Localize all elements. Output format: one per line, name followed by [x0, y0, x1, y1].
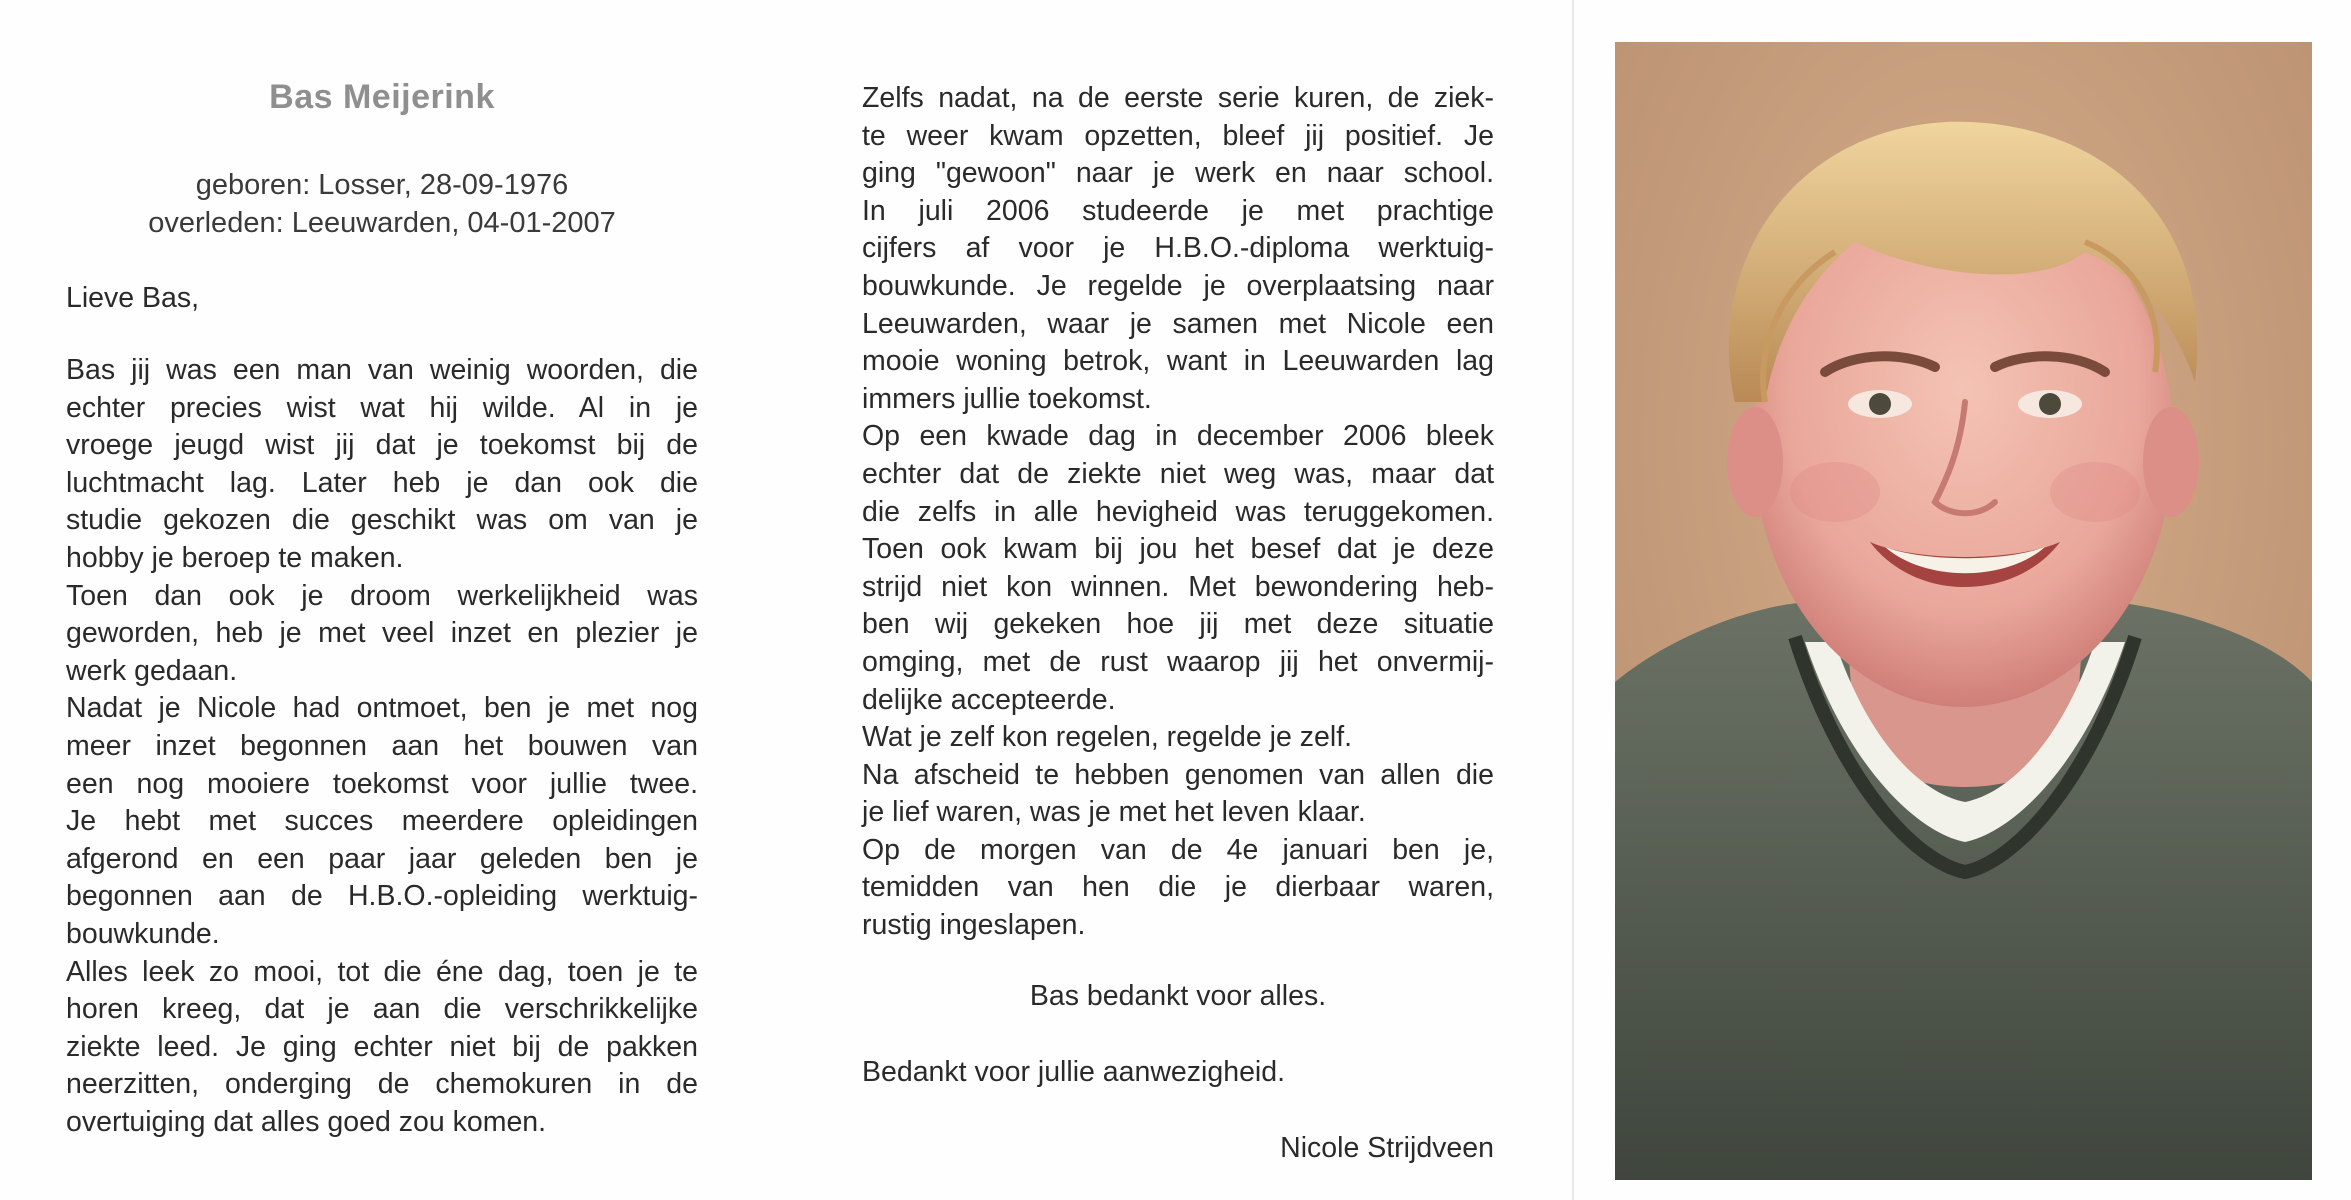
card-fold-line	[1572, 0, 1574, 1200]
text-line: luchtmacht lag. Later heb je dan ook die	[66, 466, 698, 499]
left-text-block	[66, 352, 698, 1141]
text-line: Leeuwarden, waar je samen met Nicole een	[862, 307, 1494, 340]
text-line: omging, met de rust waarop jij het onvermij-	[862, 645, 1494, 678]
text-line: bouwkunde. Je regelde je overplaatsing naar	[862, 269, 1494, 302]
text-line: studie gekozen die geschikt was om van je	[66, 504, 698, 537]
text-line: overtuiging dat alles goed zou komen.	[66, 1105, 547, 1138]
text-line: mooie woning betrok, want in Leeuwarden lag	[862, 345, 1494, 378]
text-line: begonnen aan de H.B.O.-opleiding werktuig-	[66, 880, 698, 913]
text-line: cijfers af voor je H.B.O.-diploma werktuig-	[862, 232, 1494, 265]
text-line: strijd niet kon winnen. Met bewondering heb-	[862, 570, 1494, 603]
deceased-name: Bas Meijerink	[269, 78, 495, 116]
text-line: immers jullie toekomst.	[862, 382, 1152, 415]
text-line: echter dat de ziekte niet weg was, maar dat	[862, 457, 1494, 490]
salutation: Lieve Bas,	[66, 282, 200, 314]
text-line: je lief waren, was je met het leven klaar.	[862, 796, 1366, 829]
text-line: meer inzet begonnen aan het bouwen van	[66, 729, 698, 762]
text-line: Wat je zelf kon regelen, regelde je zelf.	[862, 721, 1353, 754]
text-line: ziekte leed. Je ging echter niet bij de pakken	[66, 1030, 698, 1063]
text-line: Na afscheid te hebben genomen van allen die	[862, 758, 1494, 791]
text-line: te weer kwam opzetten, bleef jij positief. Je	[862, 119, 1494, 152]
text-line: vroege jeugd wist jij dat je toekomst bij de	[66, 429, 698, 462]
text-line: Zelfs nadat, na de eerste serie kuren, de ziek-	[862, 82, 1494, 114]
text-line: Nadat je Nicole had ontmoet, ben je met nog	[66, 692, 698, 725]
text-line: Je hebt met succes meerdere opleidingen	[66, 805, 698, 838]
text-line: horen kreeg, dat je aan die verschrikkelijke	[66, 993, 698, 1026]
text-line: delijke accepteerde.	[862, 683, 1116, 716]
text-line: geworden, heb je met veel inzet en plezier je	[66, 617, 698, 650]
text-line: Toen dan ook je droom werkelijkheid was	[66, 579, 698, 612]
life-dates	[66, 166, 698, 242]
text-line: Toen ook kwam bij jou het besef dat je deze	[862, 533, 1494, 566]
presence-line: Bedankt voor jullie aanwezigheid.	[862, 1056, 1286, 1088]
portrait-photo	[1615, 42, 2312, 1180]
text-line: hobby je beroep te maken.	[66, 541, 404, 574]
text-line: echter precies wist wat hij wilde. Al in je	[66, 391, 698, 424]
text-line: werk gedaan.	[66, 654, 238, 687]
text-line: afgerond en een paar jaar geleden ben je	[66, 842, 698, 875]
text-line: temidden van hen die je dierbaar waren,	[862, 871, 1494, 904]
text-line: Op de morgen van de 4e januari ben je,	[862, 833, 1494, 866]
text-line: Op een kwade dag in december 2006 bleek	[862, 420, 1494, 453]
thanks-line: Bas bedankt voor alles.	[1029, 980, 1327, 1012]
text-line: neerzitten, onderging de chemokuren in de	[66, 1068, 698, 1101]
text-line: Alles leek zo mooi, tot die éne dag, toen je te	[66, 955, 698, 988]
text-line: ben wij gekeken hoe jij met deze situatie	[862, 608, 1494, 641]
text-line: een nog mooiere toekomst voor jullie twee.	[66, 767, 698, 800]
text-line: ging "gewoon" naar je werk en naar school.	[862, 157, 1494, 190]
middle-text-block	[862, 80, 1494, 945]
signature: Nicole Strijdveen	[1280, 1132, 1494, 1164]
birth-line: geboren: Losser, 28-09-1976	[195, 169, 569, 201]
text-line: In juli 2006 studeerde je met prachtige	[862, 194, 1494, 227]
text-line: rustig ingeslapen.	[862, 909, 1086, 942]
text-line: Bas jij was een man van weinig woorden, die	[66, 354, 698, 386]
portrait-illustration	[1615, 42, 2312, 1180]
text-line: die zelfs in alle hevigheid was teruggekomen.	[862, 495, 1494, 528]
text-line: bouwkunde.	[66, 917, 220, 950]
death-line: overleden: Leeuwarden, 04-01-2007	[148, 207, 616, 239]
